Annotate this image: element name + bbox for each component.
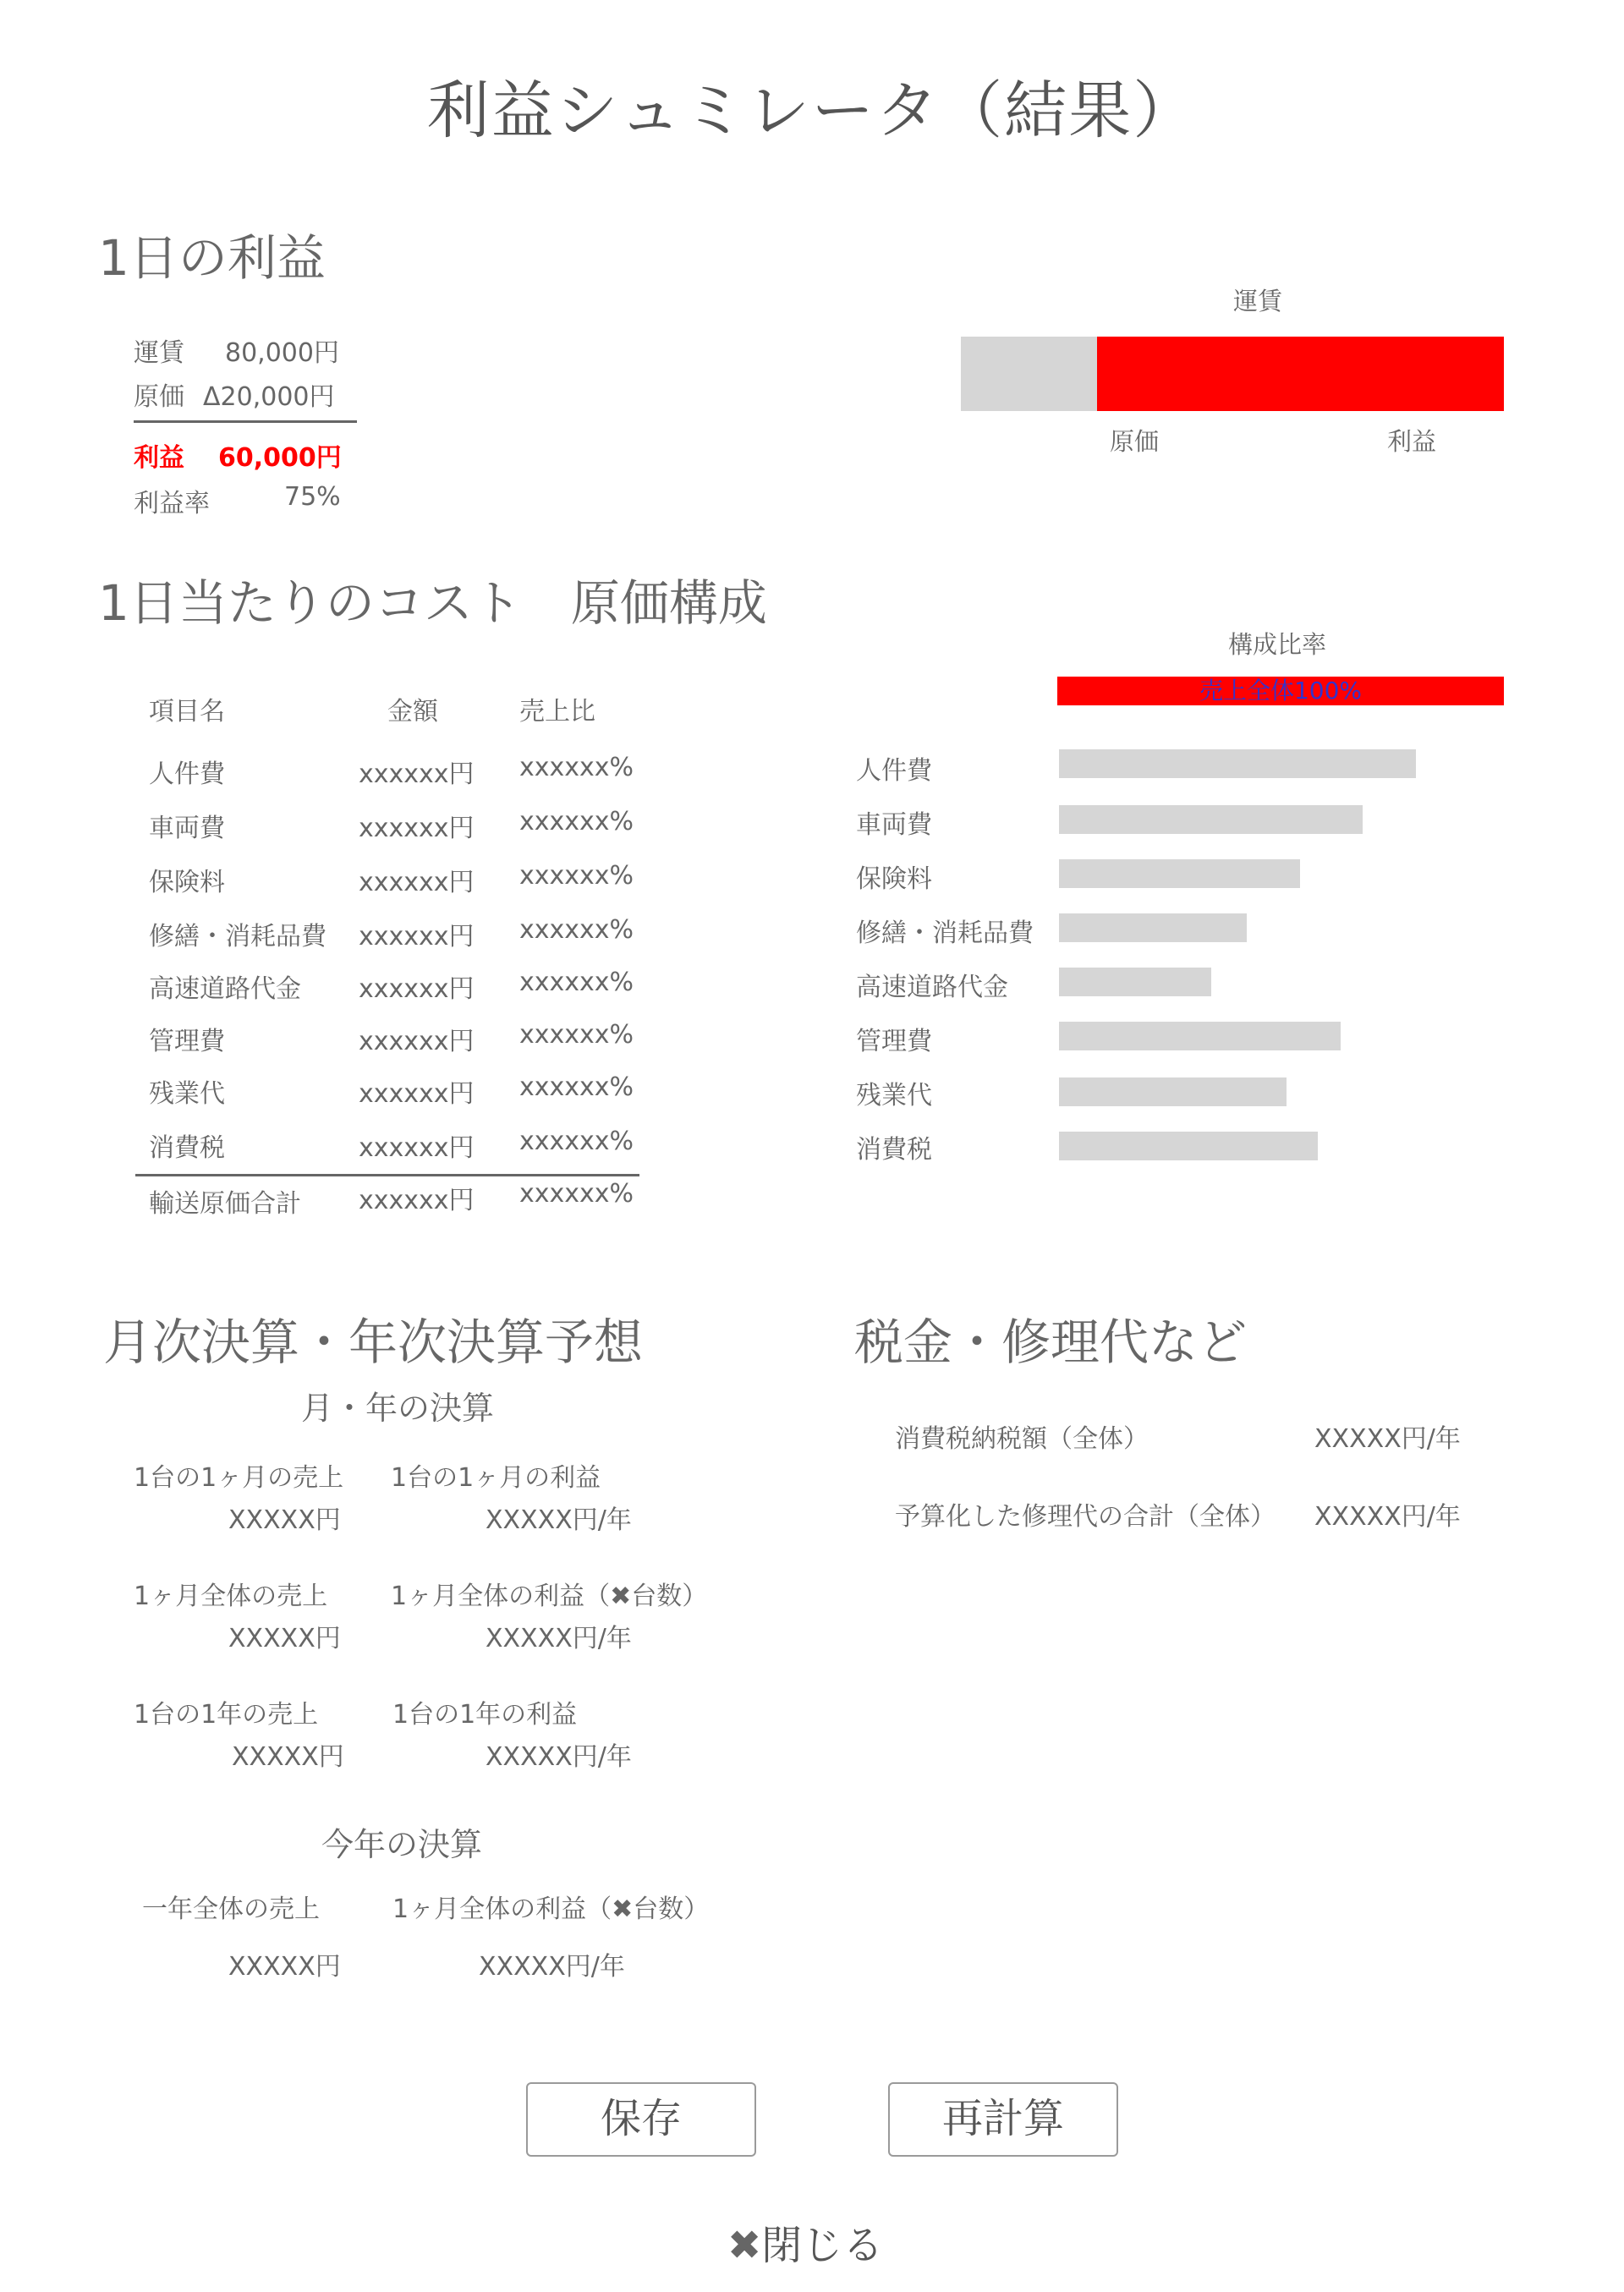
cost-row-ratio: xxxxxx% — [519, 1072, 634, 1102]
value-b: XXXXX円/年 — [486, 1742, 632, 1772]
cost-row-ratio: xxxxxx% — [519, 968, 634, 997]
composition-label: 車両費 — [856, 810, 932, 840]
value-b: XXXXX円/年 — [486, 1505, 632, 1535]
value-a: XXXXX円 — [232, 1742, 344, 1772]
cost-total-ratio: xxxxxx% — [519, 1179, 634, 1209]
cost-row-name: 保険料 — [149, 868, 225, 897]
cost-row-amount: xxxxxx円 — [359, 814, 475, 843]
profit-value: 60,000円 — [218, 443, 342, 473]
this-year-subheading: 今年の決算 — [321, 1826, 483, 1863]
composition-label: 修繕・消耗品費 — [856, 918, 1034, 948]
save-button[interactable]: 保存 — [526, 2082, 756, 2157]
value-a: XXXXX円 — [228, 1952, 341, 1982]
label-a: 1台の1年の売上 — [134, 1700, 319, 1730]
profit-rate-value: 75% — [284, 482, 341, 512]
profit-segment-label: 利益 — [1387, 427, 1437, 456]
composition-bar — [1059, 1022, 1341, 1050]
profit-label: 利益 — [134, 443, 184, 473]
total-sales-label: 売上全体100% — [1199, 677, 1363, 705]
cost-row-amount: xxxxxx円 — [359, 1133, 475, 1163]
value-a: XXXXX円 — [228, 1505, 341, 1535]
sum-divider — [134, 420, 357, 423]
cost-row-ratio: xxxxxx% — [519, 1020, 634, 1050]
cost-row-name: 消費税 — [149, 1133, 225, 1163]
total-sales-bar — [1057, 677, 1504, 705]
cost-row-name: 修繕・消耗品費 — [149, 922, 326, 951]
close-icon: ✖ — [727, 2222, 762, 2269]
page-title: 利益シュミレータ（結果） — [426, 74, 1198, 147]
fare-chart-title: 運賃 — [1233, 287, 1283, 315]
daily-profit-heading: 1日の利益 — [98, 229, 326, 287]
col-header-item: 項目名 — [149, 697, 225, 727]
recalculate-button[interactable]: 再計算 — [888, 2082, 1118, 2157]
fare-value: 80,000円 — [225, 338, 339, 368]
composition-label: 高速道路代金 — [856, 973, 1008, 1002]
cost-row-ratio: xxxxxx% — [519, 807, 634, 836]
cost-row-amount: xxxxxx円 — [359, 1027, 475, 1056]
close-button[interactable] — [727, 2212, 883, 2271]
composition-bar — [1059, 968, 1211, 996]
composition-bar — [1059, 805, 1363, 834]
label-b: 1台の1ヶ月の利益 — [391, 1463, 601, 1493]
label-b: 1ヶ月全体の利益（✖台数） — [392, 1894, 710, 1924]
cost-heading: 1日当たりのコスト 原価構成 — [98, 574, 767, 632]
cost-row-name: 高速道路代金 — [149, 974, 301, 1004]
cost-row-ratio: xxxxxx% — [519, 753, 634, 782]
composition-bar — [1059, 1132, 1318, 1160]
cost-total-name: 輸送原価合計 — [149, 1189, 301, 1219]
label-b: 1台の1年の利益 — [392, 1700, 578, 1730]
col-header-ratio: 売上比 — [519, 697, 595, 727]
cost-row-amount: xxxxxx円 — [359, 922, 475, 951]
tax-row-label: 消費税納税額（全体） — [895, 1424, 1149, 1454]
label-a: 一年全体の売上 — [142, 1894, 320, 1924]
composition-bar — [1059, 749, 1416, 778]
composition-label: 人件費 — [856, 756, 932, 786]
cost-row-ratio: xxxxxx% — [519, 861, 634, 891]
label-a: 1ヶ月全体の売上 — [134, 1582, 328, 1611]
cost-row-amount: xxxxxx円 — [359, 1079, 475, 1109]
cost-row-amount: xxxxxx円 — [359, 868, 475, 897]
tax-row-value: XXXXX円/年 — [1314, 1424, 1461, 1454]
cost-row-ratio: xxxxxx% — [519, 915, 634, 945]
profit-bar — [961, 337, 1504, 411]
settlement-subheading: 月・年の決算 — [301, 1390, 495, 1427]
value-b: XXXXX円/年 — [486, 1624, 632, 1653]
total-divider — [135, 1174, 639, 1176]
close-label: 閉じる — [761, 2222, 884, 2269]
cost-value: Δ20,000円 — [203, 382, 335, 412]
cost-row-amount: xxxxxx円 — [359, 759, 475, 789]
settlement-heading: 月次決算・年次決算予想 — [103, 1313, 644, 1371]
label-b: 1ヶ月全体の利益（✖台数） — [391, 1582, 708, 1611]
tax-row-value: XXXXX円/年 — [1314, 1502, 1461, 1532]
cost-row-name: 残業代 — [149, 1079, 225, 1109]
composition-label: 消費税 — [856, 1135, 932, 1165]
cost-total-amount: xxxxxx円 — [359, 1186, 475, 1215]
cost-row-amount: xxxxxx円 — [359, 974, 475, 1004]
col-header-amount: 金額 — [387, 697, 438, 727]
cost-segment — [961, 337, 1097, 411]
cost-row-name: 車両費 — [149, 814, 225, 843]
cost-segment-label: 原価 — [1110, 427, 1160, 456]
composition-bar — [1059, 859, 1300, 888]
cost-label: 原価 — [134, 382, 184, 412]
cost-row-name: 人件費 — [149, 759, 225, 789]
fare-label: 運賃 — [134, 338, 184, 368]
cost-row-ratio: xxxxxx% — [519, 1127, 634, 1156]
tax-heading: 税金・修理代など — [854, 1313, 1248, 1371]
composition-bar — [1059, 1077, 1287, 1106]
composition-title: 構成比率 — [1228, 630, 1327, 659]
label-a: 1台の1ヶ月の売上 — [134, 1463, 344, 1493]
cost-row-name: 管理費 — [149, 1027, 225, 1056]
profit-segment — [1097, 337, 1504, 411]
value-a: XXXXX円 — [228, 1624, 341, 1653]
tax-row-label: 予算化した修理代の合計（全体） — [895, 1502, 1276, 1532]
composition-bar — [1059, 913, 1247, 942]
value-b: XXXXX円/年 — [479, 1952, 625, 1982]
composition-label: 保険料 — [856, 864, 932, 894]
profit-rate-label: 利益率 — [134, 489, 210, 518]
composition-label: 残業代 — [856, 1081, 932, 1110]
composition-label: 管理費 — [856, 1027, 932, 1056]
